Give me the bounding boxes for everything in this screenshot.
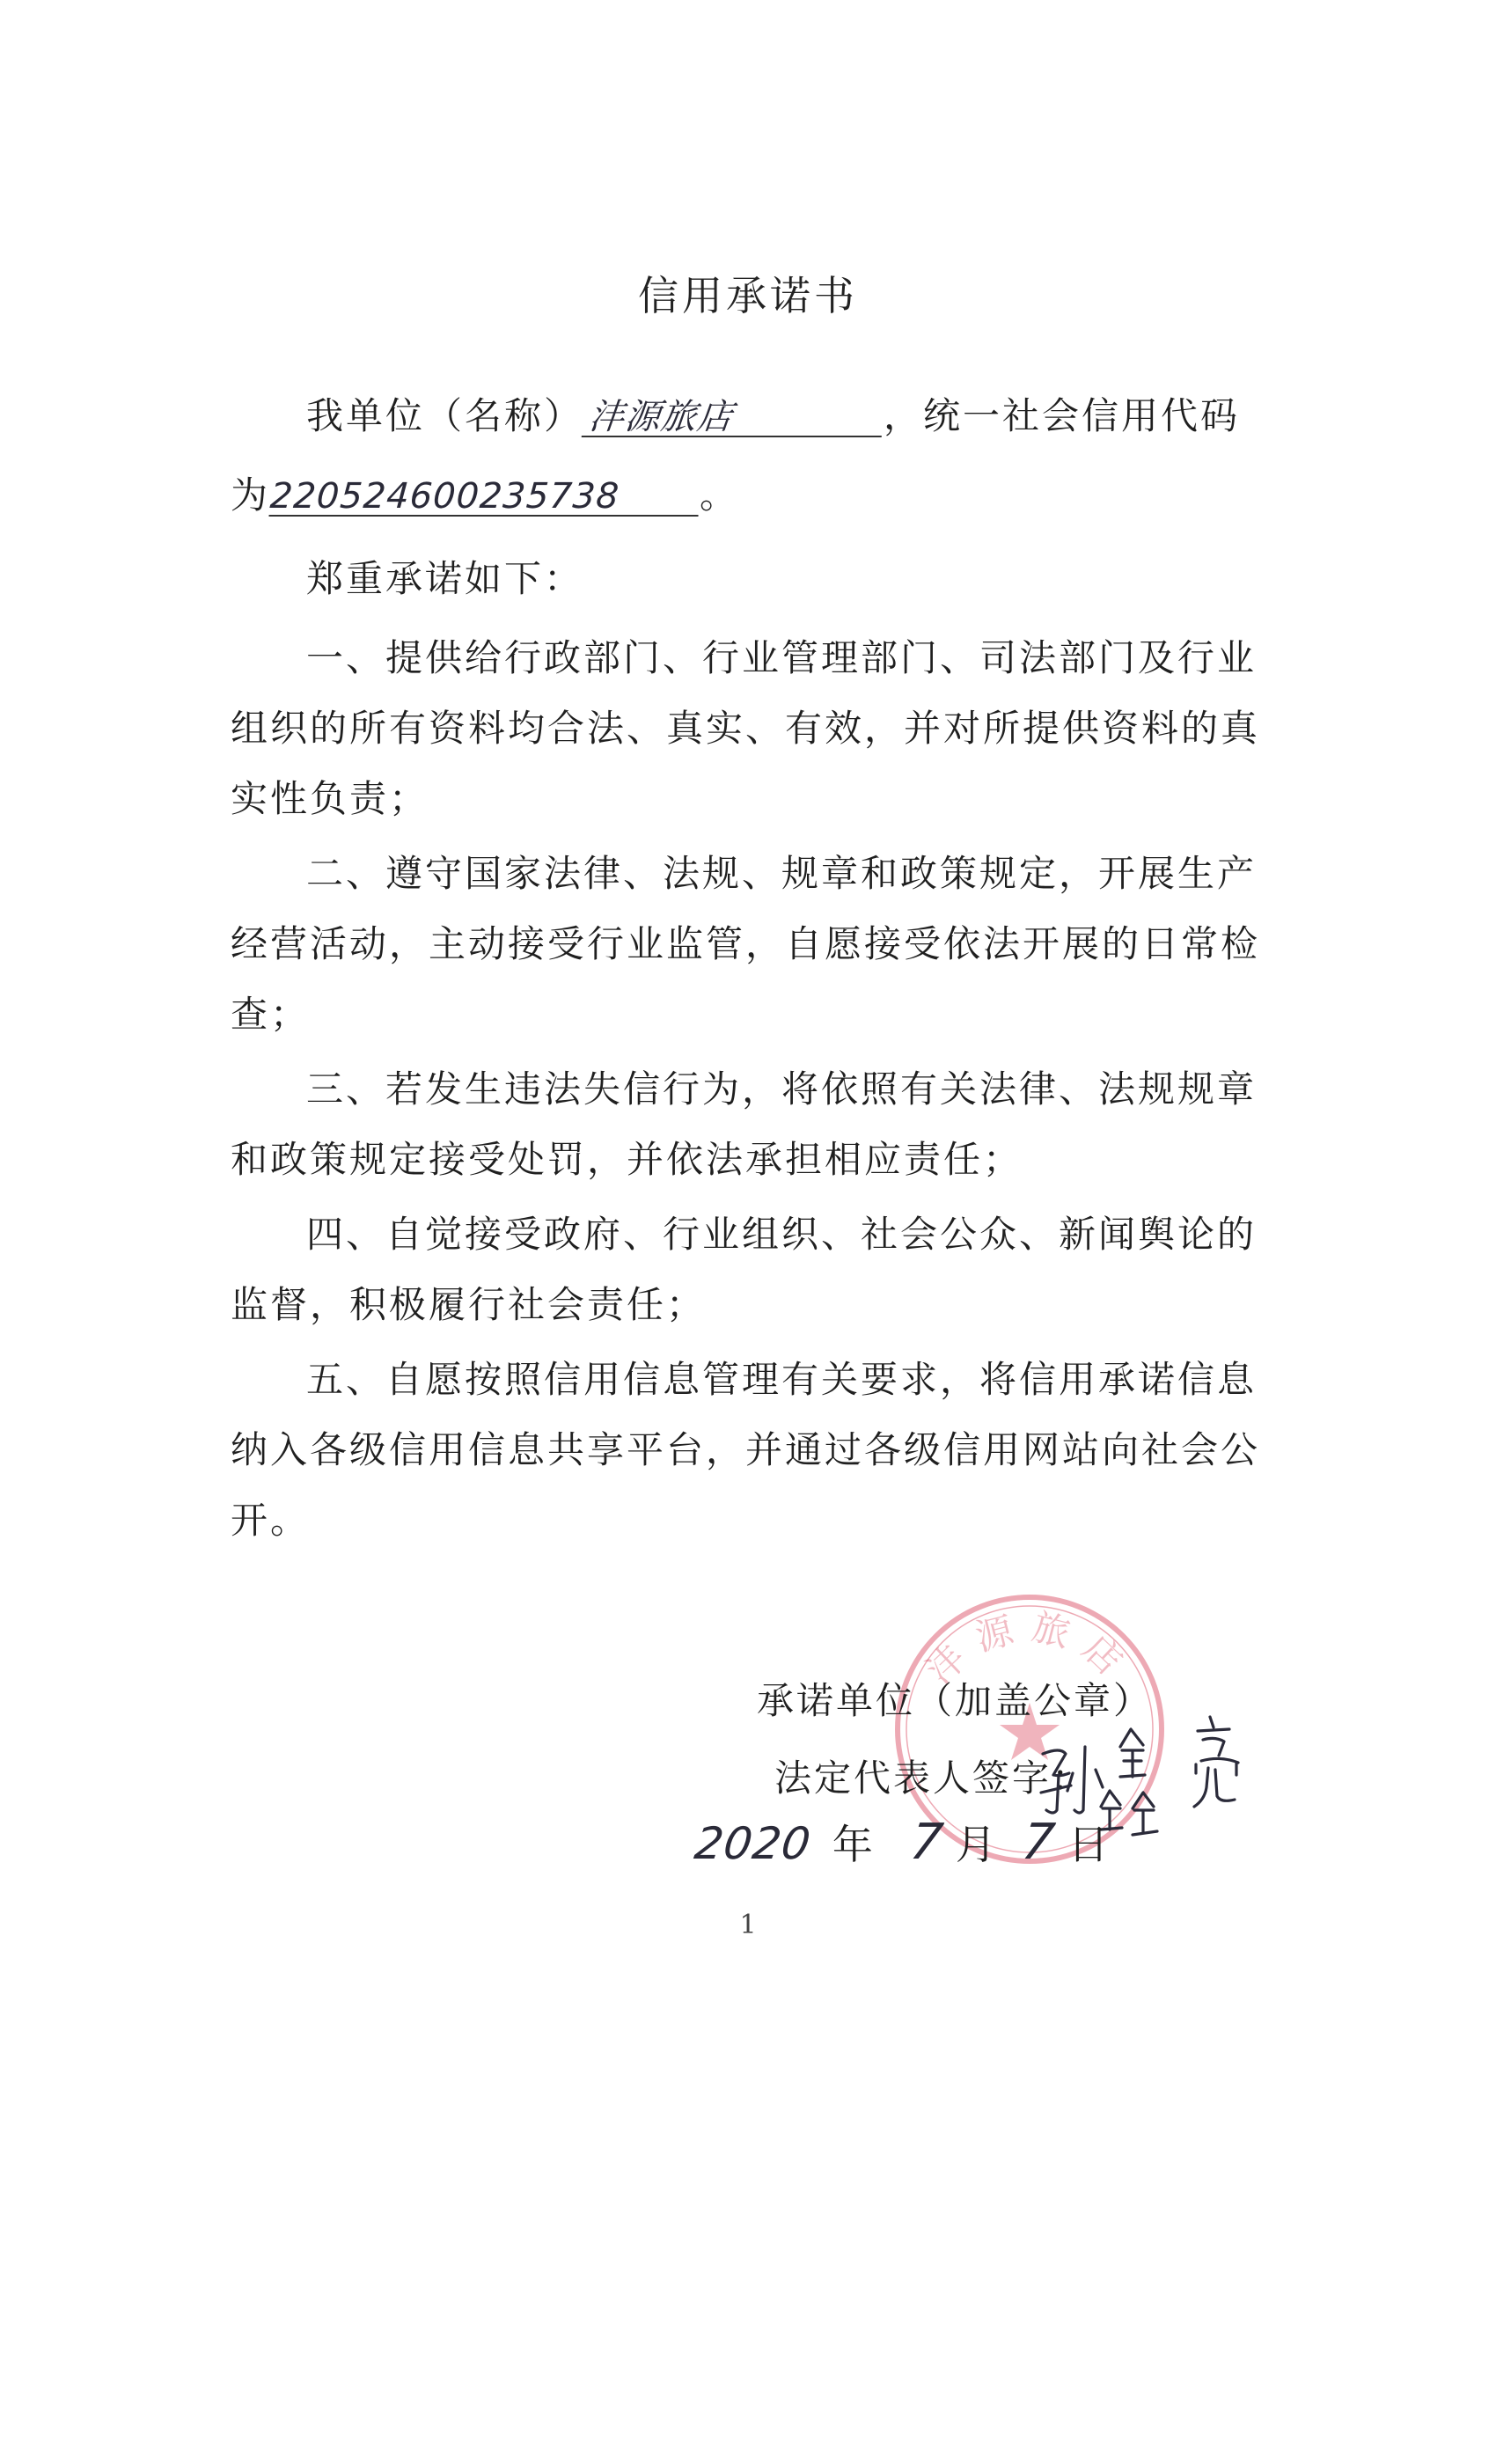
- paragraph-5-line-2: 纳入各级信用信息共享平台，并通过各级信用网站向社会公: [231, 1428, 1261, 1471]
- code-prefix: 为: [231, 473, 271, 517]
- date-year-unit: 年: [832, 1821, 873, 1868]
- legal-rep-label: 法定代表人签字：: [774, 1756, 1092, 1800]
- paragraph-4-line-2: 监督，积极履行社会责任；: [231, 1283, 707, 1326]
- unit-seal-label: 承诺单位（加盖公章）: [757, 1679, 1154, 1722]
- paragraph-3-line-2: 和政策规定接受处罚，并依法承担相应责任；: [231, 1138, 1023, 1181]
- paragraph-2-line-2: 经营活动，主动接受行业监管，自愿接受依法开展的日常检: [231, 922, 1261, 965]
- paragraph-2-line-1: 二、遵守国家法律、法规、规章和政策规定，开展生产: [306, 852, 1258, 895]
- handwritten-unit-name: 沣源旅店: [582, 399, 886, 437]
- paragraph-1-line-1: 一、提供给行政部门、行业管理部门、司法部门及行业: [306, 636, 1258, 679]
- paragraph-1-line-2: 组织的所有资料均合法、真实、有效，并对所提供资料的真: [231, 707, 1261, 750]
- lead-text: 郑重承诺如下：: [306, 557, 584, 600]
- intro-line-2: [231, 466, 739, 519]
- paragraph-4-line-1: 四、自觉接受政府、行业组织、社会公众、新闻舆论的: [306, 1213, 1258, 1256]
- seal-text: 沣源旅店: [918, 1604, 1141, 1693]
- intro-prefix: 我单位（名称）: [306, 394, 584, 437]
- paragraph-1-line-3: 实性负责；: [231, 777, 429, 820]
- date-month: 7: [906, 1814, 947, 1871]
- handwritten-credit-code: 220524600235738: [268, 478, 700, 517]
- document-title: 信用承诺书: [638, 272, 858, 319]
- date-month-unit: 月: [955, 1821, 996, 1868]
- intro-line-1: [306, 387, 1240, 440]
- paragraph-3-line-1: 三、若发生违法失信行为，将依照有关法律、法规规章: [306, 1067, 1258, 1111]
- signing-date: [691, 1813, 1109, 1871]
- paragraph-5-line-3: 开。: [231, 1499, 311, 1542]
- intro-suffix: ，统一社会信用代码: [884, 394, 1241, 437]
- paragraph-5-line-1: 五、自愿按照信用信息管理有关要求，将信用承诺信息: [306, 1358, 1258, 1401]
- date-year: 2020: [691, 1818, 815, 1869]
- code-suffix: 。: [700, 473, 740, 517]
- paragraph-2-line-3: 查；: [231, 993, 311, 1036]
- page-number: 1: [739, 1910, 757, 1940]
- date-day: 7: [1018, 1814, 1060, 1871]
- date-day-unit: 日: [1067, 1821, 1109, 1868]
